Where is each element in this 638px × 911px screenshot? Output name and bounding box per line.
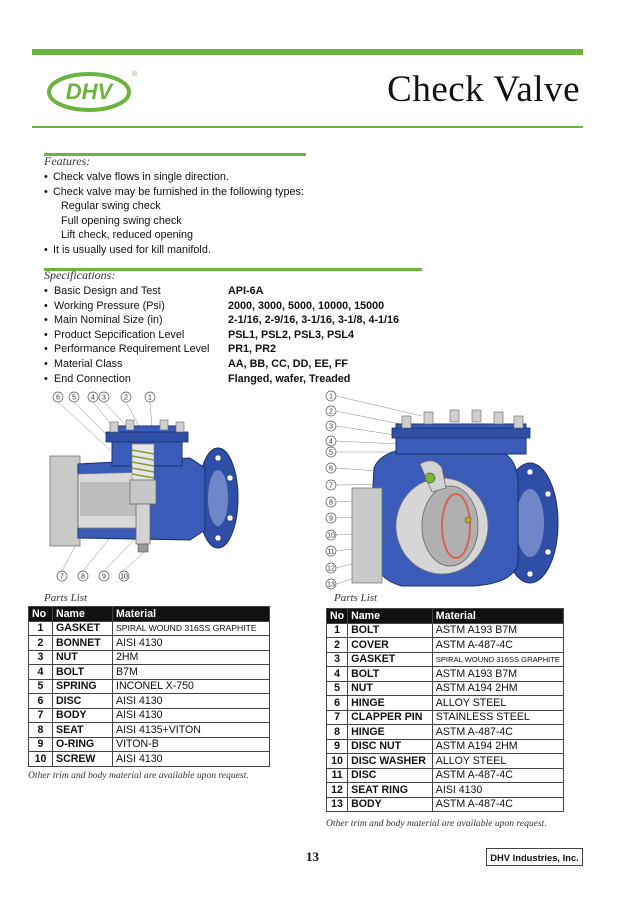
spec-row: • Working Pressure (Psi) 2000, 3000, 5000, 10000, 15000 <box>44 299 385 312</box>
specifications-label: Specifications: <box>44 268 116 282</box>
page-number: 13 <box>306 849 319 864</box>
svg-text:1: 1 <box>329 393 333 401</box>
table-row: 7 BODY AISI 4130 <box>29 708 270 723</box>
svg-text:6: 6 <box>56 394 60 402</box>
svg-text:3: 3 <box>329 423 333 431</box>
table-row: 5 SPRING INCONEL X-750 <box>29 679 270 694</box>
table-row: 2 BONNET AISI 4130 <box>29 636 270 651</box>
top-green-bar <box>32 49 583 55</box>
company-name: DHV Industries, Inc. <box>486 848 583 866</box>
callout-5 <box>326 447 336 457</box>
table-row: 5 NUT ASTM A194 2HM <box>327 681 564 696</box>
svg-text:9: 9 <box>102 573 106 581</box>
left-parts-note: Other trim and body material are available upon request. <box>28 770 249 781</box>
left-parts-table <box>28 606 270 767</box>
svg-text:12: 12 <box>327 565 335 573</box>
svg-text:8: 8 <box>81 573 85 581</box>
features-list <box>44 170 304 258</box>
callout-12 <box>326 563 336 573</box>
spec-row: • Basic Design and Test API-6A <box>44 285 264 297</box>
callout-3 <box>326 421 336 431</box>
callout-bottom-10 <box>119 571 129 581</box>
list-subitem: Regular swing check <box>61 200 161 213</box>
svg-text:5: 5 <box>329 449 333 457</box>
callout-top-5 <box>69 392 79 402</box>
table-row: 6 DISC AISI 4130 <box>29 694 270 709</box>
table-row: 1 BOLT ASTM A193 B7M <box>327 623 564 638</box>
table-row: 6 HINGE ALLOY STEEL <box>327 696 564 711</box>
table-row: 9 O-RING VITON-B <box>29 737 270 752</box>
list-item: • Check valve flows in single direction. <box>44 171 229 183</box>
svg-text:4: 4 <box>329 438 333 446</box>
title-divider <box>32 126 583 128</box>
svg-text:3: 3 <box>102 394 106 402</box>
table-row: 4 BOLT B7M <box>29 665 270 680</box>
spec-row: • Main Nominal Size (in) 2-1/16, 2-9/16, 3-1/16, 3-1/8, 4-1/16 <box>44 314 400 327</box>
svg-text:9: 9 <box>329 515 333 523</box>
list-subitem: Full opening swing check <box>61 214 182 227</box>
callout-6 <box>326 463 336 473</box>
callout-1 <box>326 391 336 401</box>
callout-top-3 <box>99 392 109 402</box>
table-row: 7 CLAPPER PIN STAINLESS STEEL <box>327 710 564 725</box>
table-row: 3 GASKET SPIRAL WOUND 316SS GRAPHITE <box>327 652 564 667</box>
spec-row: • Performance Requirement Level PR1, PR2 <box>44 343 277 356</box>
logo-mark: ® <box>132 71 138 78</box>
callout-top-4 <box>88 392 98 402</box>
svg-text:6: 6 <box>329 465 333 473</box>
svg-text:2: 2 <box>124 394 128 402</box>
callout-10 <box>326 530 336 540</box>
page-title: Check Valve <box>387 69 580 110</box>
callout-top-1 <box>145 392 155 402</box>
left-parts-list-label: Parts List <box>44 592 88 604</box>
svg-text:5: 5 <box>72 394 76 402</box>
callout-13 <box>326 579 336 589</box>
table-row: 8 HINGE ASTM A-487-4C <box>327 725 564 740</box>
svg-text:8: 8 <box>329 499 333 507</box>
svg-text:13: 13 <box>327 581 335 589</box>
lift-check-valve-diagram <box>40 388 245 588</box>
table-row: 8 SEAT AISI 4135+VITON <box>29 723 270 738</box>
list-subitem: Lift check, reduced opening <box>61 229 194 242</box>
table-row: 9 DISC NUT ASTM A194 2HM <box>327 739 564 754</box>
header-material: Material <box>432 609 563 624</box>
callout-bottom-9 <box>99 571 109 581</box>
header-no: No <box>327 609 348 624</box>
svg-text:7: 7 <box>329 482 333 490</box>
table-row: 4 BOLT ASTM A193 B7M <box>327 667 564 682</box>
callout-4 <box>326 436 336 446</box>
callout-7 <box>326 480 336 490</box>
svg-text:1: 1 <box>148 394 152 402</box>
callout-bottom-8 <box>78 571 88 581</box>
callout-bottom-7 <box>57 571 67 581</box>
callout-8 <box>326 497 336 507</box>
header-name: Name <box>348 609 433 624</box>
svg-text:10: 10 <box>120 573 128 581</box>
right-parts-list-label: Parts List <box>334 592 378 604</box>
svg-text:7: 7 <box>60 573 64 581</box>
features-label: Features: <box>44 154 91 168</box>
spec-row: • End Connection Flanged, wafer, Treaded <box>44 372 351 385</box>
svg-text:2: 2 <box>329 408 333 416</box>
header-material: Material <box>113 607 270 622</box>
table-header-row <box>29 607 270 622</box>
right-parts-note: Other trim and body material are available upon request. <box>326 818 547 829</box>
dhv-logo <box>44 66 140 116</box>
list-item: • Check valve may be furnished in the following types: <box>44 185 304 198</box>
logo-text: DHV <box>65 79 113 104</box>
callout-9 <box>326 513 336 523</box>
spec-row: • Material Class AA, BB, CC, DD, EE, FF <box>44 357 348 370</box>
callout-top-6 <box>53 392 63 402</box>
table-row: 11 DISC ASTM A-487-4C <box>327 768 564 783</box>
swing-check-valve-diagram <box>322 388 567 593</box>
table-row: 1 GASKET SPIRAL WOUND 316SS GRAPHITE <box>29 621 270 636</box>
table-row: 13 BODY ASTM A-487-4C <box>327 797 564 812</box>
table-row: 10 SCREW AISI 4130 <box>29 752 270 767</box>
callout-11 <box>326 546 336 556</box>
table-header-row <box>327 609 564 624</box>
table-row: 2 COVER ASTM A-487-4C <box>327 638 564 653</box>
header-no: No <box>29 607 53 622</box>
svg-text:4: 4 <box>91 394 95 402</box>
table-row: 12 SEAT RING AISI 4130 <box>327 783 564 798</box>
right-parts-table <box>326 608 564 812</box>
callout-2 <box>326 406 336 416</box>
svg-text:10: 10 <box>327 532 335 540</box>
header-name: Name <box>53 607 113 622</box>
callout-top-2 <box>121 392 131 402</box>
spec-row: • Product Sepcification Level PSL1, PSL2, PSL3, PSL4 <box>44 328 355 341</box>
svg-text:11: 11 <box>327 548 335 556</box>
table-row: 10 DISC WASHER ALLOY STEEL <box>327 754 564 769</box>
list-item: • It is usually used for kill manifold. <box>44 243 211 256</box>
table-row: 3 NUT 2HM <box>29 650 270 665</box>
specifications-list <box>44 284 399 386</box>
